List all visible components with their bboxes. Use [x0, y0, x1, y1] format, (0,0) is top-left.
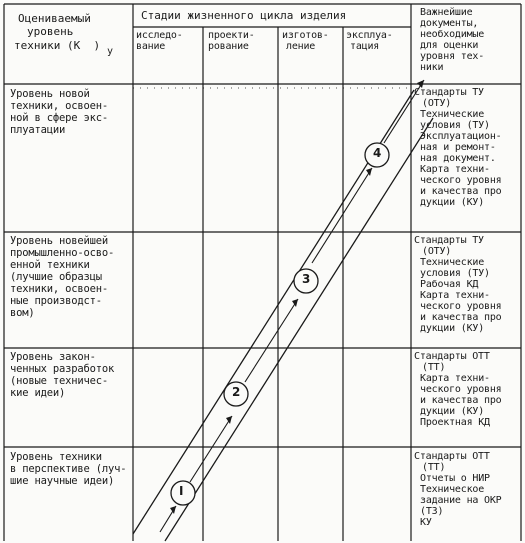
row4-docs-5: задание на ОКР [420, 495, 502, 506]
row1-docs-6: ная и ремонт- [420, 142, 496, 153]
row4-docs-1: Стандарты ОТТ [414, 451, 490, 462]
row1-docs-10: и качества про [420, 186, 502, 197]
docs-header-line4: для оценки [420, 40, 479, 51]
stage-2-line2: рование [208, 41, 249, 52]
row3-docs-4: ческого уровня [420, 384, 502, 395]
stage-marker-4-label: 4 [373, 146, 382, 160]
row1-docs-9: ческого уровня [420, 175, 502, 186]
row2-docs-1: Стандарты ТУ [414, 235, 484, 246]
row1-docs-7: ная документ. [420, 153, 496, 164]
row3-level-line3: (новые техничес- [10, 375, 108, 387]
row2-level-line6: ные производст- [10, 295, 102, 307]
row2-docs-8: и качества про [420, 312, 502, 323]
row4-docs-7: КУ [420, 517, 432, 528]
row2-level-line7: вом) [10, 307, 35, 319]
docs-header-line2: документы, [420, 18, 479, 29]
row4-level-line2: в перспективе (луч- [10, 463, 127, 475]
stage-marker-3-label: 3 [302, 272, 311, 286]
row1-docs-4: условия (ТУ) [420, 120, 490, 131]
row1-level-line2: техники, освоен- [10, 100, 108, 112]
row1-docs-5: Эксплуатацион- [420, 131, 502, 142]
row3-docs-1: Стандарты ОТТ [414, 351, 490, 362]
stage-3-line2: ление [286, 41, 316, 52]
row3-level-line4: кие идеи) [10, 387, 66, 399]
docs-header-line6: ники [420, 62, 444, 73]
row2-docs-9: дукции (КУ) [420, 323, 485, 334]
stage-2-line1: проекти- [208, 30, 255, 41]
row1-docs-8: Карта техни- [420, 164, 490, 175]
row1-docs-11: дукции (КУ) [420, 197, 485, 208]
row1-docs-2: (ОТУ) [422, 98, 452, 109]
row4-level-line1: Уровень техники [10, 451, 102, 463]
row2-level-line2: промышленно-осво- [10, 247, 115, 259]
header-col1-line1: Оцениваемый [18, 12, 91, 25]
row1-docs-3: Технические [420, 109, 485, 120]
stage-marker-2-label: 2 [232, 385, 241, 399]
stage-1-line2: вание [136, 41, 166, 52]
row4-docs-3: Отчеты о НИР [420, 473, 490, 484]
row3-docs-6: дукции (КУ) [420, 406, 485, 417]
docs-header-line3: необходимые [420, 29, 485, 40]
row2-docs-3: Технические [420, 257, 485, 268]
header-col1-line2: уровень [27, 25, 74, 38]
stages-title: Стадии жизненного цикла изделия [141, 9, 347, 22]
row1-level-line4: плуатации [10, 124, 66, 136]
row4-docs-6: (ТЗ) [420, 506, 444, 517]
stage-marker-1-label: I [179, 484, 184, 498]
row2-docs-7: ческого уровня [420, 301, 502, 312]
stage-4-line1: эксплуа- [346, 30, 393, 41]
docs-header-line5: уровня тех- [420, 51, 485, 62]
row3-level-line1: Уровень закон- [10, 351, 96, 363]
row4-docs-4: Техническое [420, 484, 485, 495]
row2-docs-5: Рабочая КД [420, 279, 479, 290]
row4-level-line3: шие научные идеи) [10, 475, 115, 487]
header-col1-line3: техники (K ) [14, 39, 101, 52]
row2-level-line4: (лучшие образцы [10, 271, 102, 283]
row4-docs-2: (ТТ) [422, 462, 446, 473]
row2-docs-6: Карта техни- [420, 290, 490, 301]
row1-level-line1: Уровень новой [10, 88, 90, 100]
row3-docs-3: Карта техни- [420, 373, 490, 384]
row3-docs-2: (ТТ) [422, 362, 446, 373]
row3-docs-7: Проектная КД [420, 417, 490, 428]
row1-docs-1: Стандарты ТУ [414, 87, 484, 98]
row3-docs-5: и качества про [420, 395, 502, 406]
row2-level-line3: енной техники [10, 259, 90, 271]
docs-header-line1: Важнейшие [420, 7, 473, 18]
row2-docs-2: (ОТУ) [422, 246, 452, 257]
stage-4-line2: тация [350, 41, 380, 52]
row2-level-line1: Уровень новейшей [10, 235, 108, 247]
row2-docs-4: условия (ТУ) [420, 268, 490, 279]
stage-3-line1: изготов- [282, 30, 329, 41]
header-col1-subscript: у [107, 46, 113, 57]
row3-level-line2: ченных разработок [10, 363, 115, 375]
row2-level-line5: техники, освоен- [10, 283, 108, 295]
row1-level-line3: ной в сфере экс- [10, 112, 108, 124]
stage-1-line1: исследо- [136, 30, 183, 41]
